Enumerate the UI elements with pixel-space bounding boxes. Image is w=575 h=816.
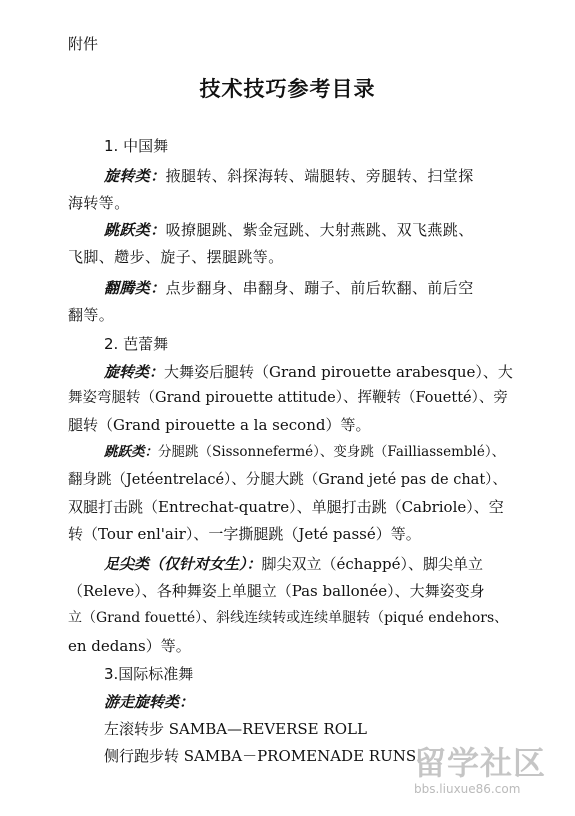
paragraph-line: （Releve）、各种舞姿上单腿立（Pas ballonée）、大舞姿变身 — [68, 582, 485, 600]
paragraph-line: 舞姿弯腿转（Grand pirouette attitude）、挥鞭转（Fouetté）、旁 — [68, 390, 508, 406]
paragraph-line: 飞脚、趱步、旋子、摆腿跳等。 — [68, 248, 284, 266]
paragraph-line — [104, 220, 474, 240]
document-title: 技术技巧参考目录 — [199, 76, 376, 101]
watermark-url: bbs.liuxue86.com — [414, 782, 521, 796]
paragraph-line: 翻等。 — [68, 306, 115, 324]
paragraph-line: en dedans）等。 — [68, 637, 191, 655]
section-heading-ballet: 2. 芭蕾舞 — [104, 335, 169, 353]
paragraph-line: 立（Grand fouetté）、斜线连续转或连续单腿转（piqué endehors、 — [68, 610, 509, 626]
category-label: 跳跃类： — [104, 444, 158, 460]
section-heading-ballroom: 3.国际标准舞 — [104, 665, 194, 683]
paragraph-text: 脚尖双立（échappé）、脚尖单立 — [261, 555, 483, 573]
paragraph-text: 大舞姿后腿转（Grand pirouette arabesque）、大 — [164, 363, 513, 381]
paragraph-line: 双腿打击跳（Entrechat-quatre）、单腿打击跳（Cabriole）、空 — [68, 498, 504, 516]
watermark-logo — [400, 738, 570, 808]
paragraph-line — [104, 362, 513, 382]
attachment-label: 附件 — [68, 35, 99, 53]
category-label: 旋转类： — [104, 167, 166, 185]
paragraph-line — [104, 278, 474, 298]
list-item: 侧行跑步转 SAMBA－PROMENADE RUNS — [104, 747, 417, 765]
category-label: 跳跃类： — [104, 221, 166, 239]
paragraph-text: 点步翻身、串翻身、蹦子、前后软翻、前后空 — [165, 279, 474, 297]
paragraph-line — [104, 166, 474, 186]
category-label: 旋转类： — [104, 363, 165, 381]
paragraph-text: 掖腿转、斜探海转、端腿转、旁腿转、扫堂探 — [165, 167, 474, 185]
paragraph-line: 腿转（Grand pirouette a la second）等。 — [68, 416, 371, 434]
list-item: 左滚转步 SAMBA—REVERSE ROLL — [104, 720, 367, 738]
category-label: 翻腾类： — [104, 279, 166, 297]
paragraph-text: 分腿跳（Sissonnefermé）、变身跳（Failliassemblé）、 — [158, 444, 506, 460]
paragraph-line: 翻身跳（Jetéentrelacé）、分腿大跳（Grand jeté pas de chat）、 — [68, 472, 507, 488]
category-label: 游走旋转类： — [104, 693, 195, 711]
paragraph-line: 转（Tour enl'air）、一字撕腿跳（Jeté passé）等。 — [68, 525, 421, 543]
paragraph-line: 海转等。 — [68, 194, 130, 212]
paragraph-line — [104, 554, 483, 574]
category-label: 足尖类（仅针对女生）： — [104, 555, 262, 573]
paragraph-text: 吸撩腿跳、紫金冠跳、大射燕跳、双飞燕跳、 — [165, 221, 474, 239]
watermark-text: 留学社区 — [414, 744, 547, 782]
section-heading-chinese-dance: 1. 中国舞 — [104, 137, 169, 155]
paragraph-line — [104, 442, 505, 462]
